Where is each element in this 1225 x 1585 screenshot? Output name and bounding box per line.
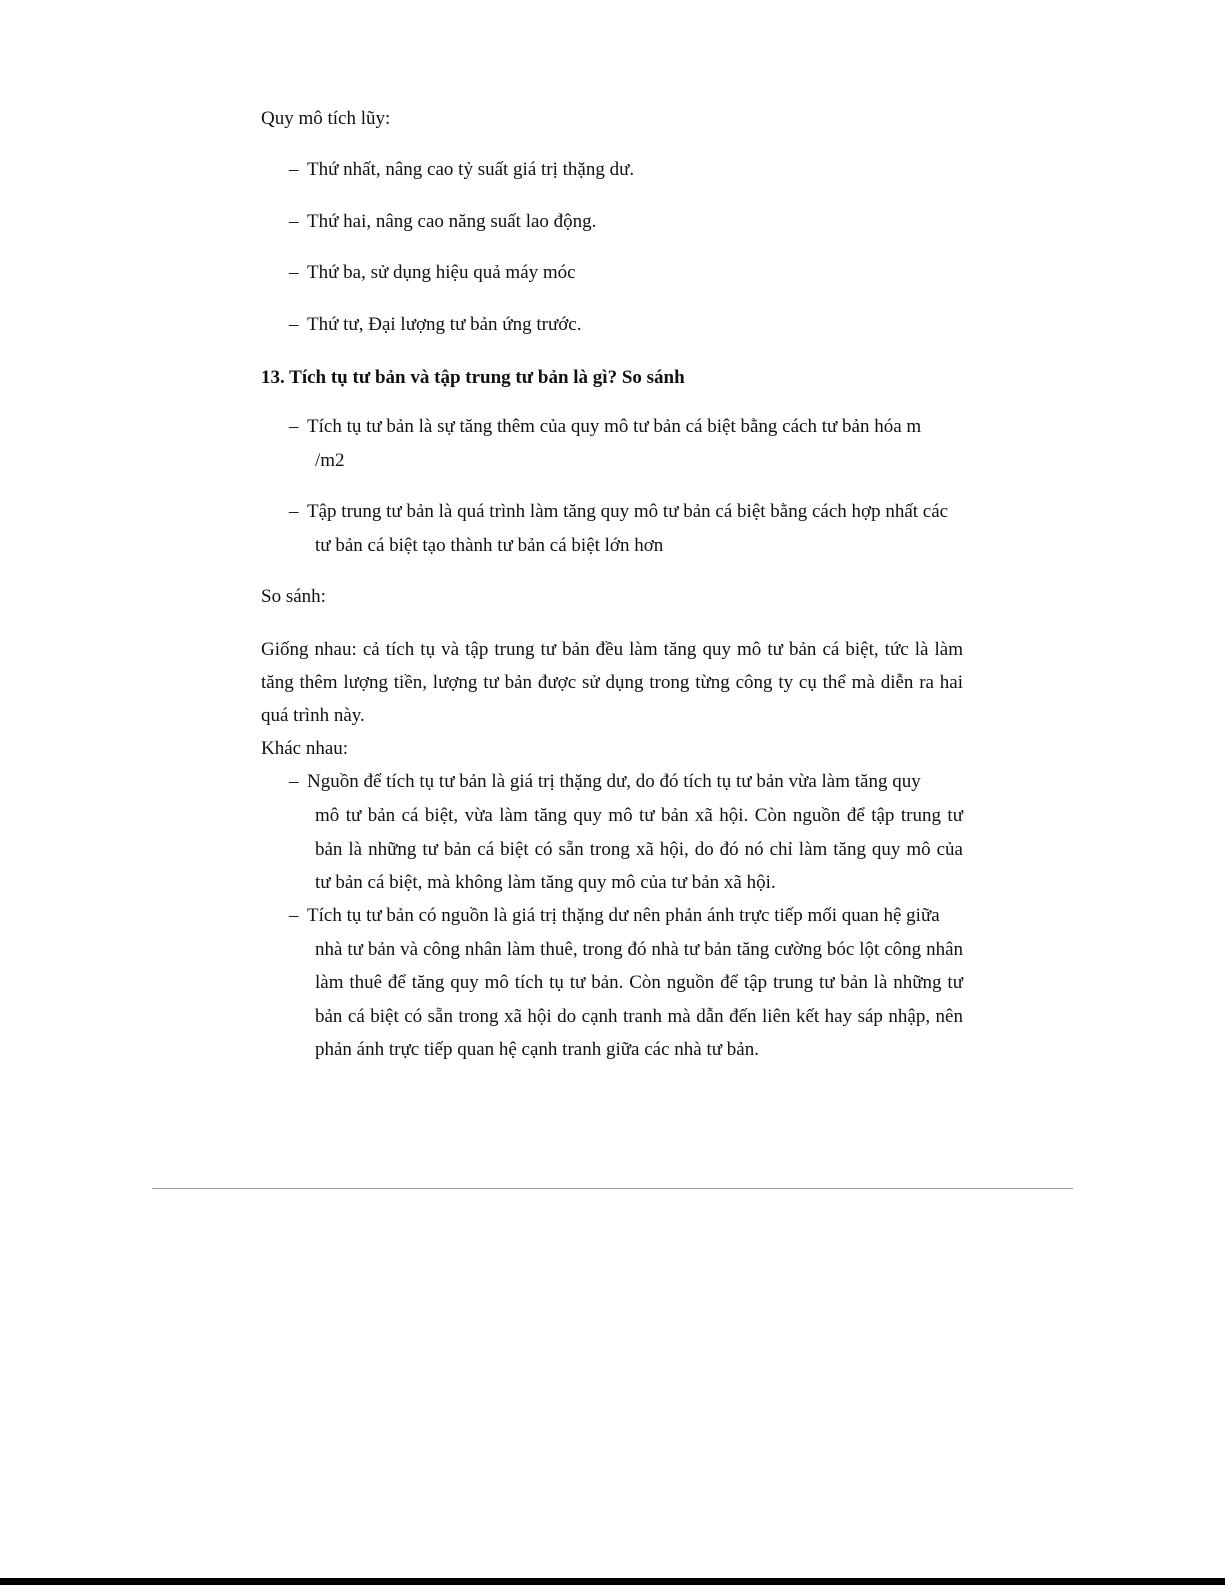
page-divider [152,1188,1073,1189]
section-heading: 13. Tích tụ tư bản và tập trung tư bản là gì? So sánh [261,367,685,388]
dash-bullet: – [289,314,299,335]
scale-item-1 [289,158,634,182]
scale-item-text: Thứ hai, nâng cao năng suất lao động. [307,211,597,232]
difference-continuation: phản ánh trực tiếp quan hệ cạnh tranh giữa các nhà tư bản. [315,1039,759,1060]
dash-bullet: – [289,416,299,437]
compare-label: So sánh: [261,586,326,607]
dash-bullet: – [289,159,299,180]
definition-accumulation [289,415,921,439]
similarity-line-1: Giống nhau: cả tích tụ và tập trung tư bản đều làm tăng quy mô tư bản cá biệt, tức là làm [261,639,963,660]
definition-continuation: tư bản cá biệt tạo thành tư bản cá biệt lớn hơn [315,535,664,556]
dash-bullet: – [289,501,299,522]
definition-text: Tập trung tư bản là quá trình làm tăng quy mô tư bản cá biệt bằng cách hợp nhất các [307,501,949,522]
difference-continuation: mô tư bản cá biệt, vừa làm tăng quy mô tư bản xã hội. Còn nguồn để tập trung tư [315,805,963,826]
dash-bullet: – [289,262,299,283]
difference-label: Khác nhau: [261,738,349,759]
scale-item-2 [289,210,596,234]
difference-item-2 [289,904,940,928]
definition-text: Tích tụ tư bản là sự tăng thêm của quy mô tư bản cá biệt bằng cách tư bản hóa m [307,416,922,437]
scale-title: Quy mô tích lũy: [261,108,391,129]
similarity-line-2: tăng thêm lượng tiền, lượng tư bản được sử dụng trong từng công ty cụ thể mà diễn ra hai [261,672,963,693]
scale-item-text: Thứ nhất, nâng cao tỷ suất giá trị thặng dư. [307,159,635,180]
dash-bullet: – [289,905,299,926]
difference-continuation: làm thuê để tăng quy mô tích tụ tư bản. Còn nguồn để tập trung tư bản là những tư [315,972,963,993]
dash-bullet: – [289,771,299,792]
dash-bullet: – [289,211,299,232]
scale-item-text: Thứ tư, Đại lượng tư bản ứng trước. [307,314,582,335]
scale-item-3 [289,261,576,285]
difference-continuation: tư bản cá biệt, mà không làm tăng quy mô của tư bản xã hội. [315,872,776,893]
similarity-line-3: quá trình này. [261,705,365,726]
difference-continuation: nhà tư bản và công nhân làm thuê, trong đó nhà tư bản tăng cường bóc lột công nhân [315,939,963,960]
scale-item-4 [289,313,581,337]
difference-item-1 [289,770,921,794]
definition-concentration [289,500,948,524]
difference-text: Nguồn để tích tụ tư bản là giá trị thặng dư, do đó tích tụ tư bản vừa làm tăng quy [307,771,921,792]
definition-continuation: /m2 [315,450,345,471]
difference-continuation: bản là những tư bản cá biệt có sẵn trong xã hội, do đó nó chỉ làm tăng quy mô của [315,839,963,860]
bottom-edge-bar [0,1578,1225,1585]
difference-continuation: bản cá biệt có sẵn trong xã hội do cạnh tranh mà dẫn đến liên kết hay sáp nhập, nên [315,1006,963,1027]
scale-item-text: Thứ ba, sử dụng hiệu quả máy móc [307,262,576,283]
difference-text: Tích tụ tư bản có nguồn là giá trị thặng dư nên phản ánh trực tiếp mối quan hệ giữa [307,905,940,926]
